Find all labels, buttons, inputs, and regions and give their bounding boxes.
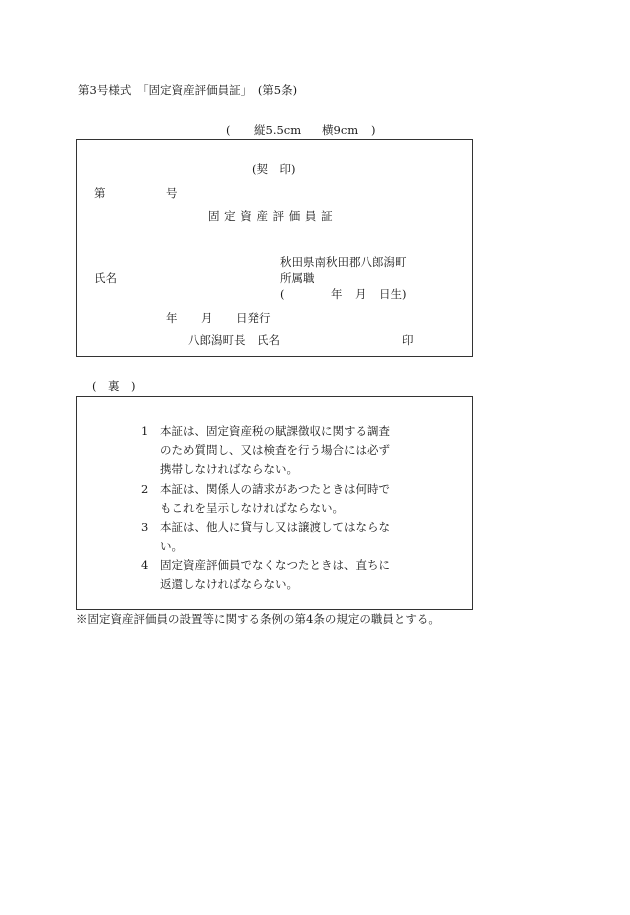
department: 所属職 [280,271,315,285]
item-number: 1 [141,424,149,438]
footnote: ※固定資産評価員の設置等に関する条例の第4条の規定の職員とする。 [76,612,440,626]
number-suffix: 号 [166,186,178,200]
issue-year: 年 [166,311,178,325]
birth-day: 日生) [379,287,407,301]
seal-label: (契 印) [252,162,296,176]
item-line: のため質問し、又は検査を行う場合には必ず [160,443,390,457]
item-line: 本証は、他人に貸与し又は譲渡してはならな [160,520,390,534]
item-line: 携帯しなければならない。 [160,462,298,476]
number-prefix: 第 [94,186,106,200]
item-number: 2 [141,482,149,496]
item-number: 4 [141,558,149,572]
birth-year: 年 [331,287,343,301]
item-line: 返還しなければならない。 [160,577,298,591]
size-note-open: ( [226,123,231,137]
address: 秋田県南秋田郡八郎潟町 [280,255,407,269]
item-line: 固定資産評価員でなくなつたときは、直ちに [160,558,390,572]
size-note-horizontal: 横9cm [322,123,359,137]
issue-day: 日発行 [236,311,271,325]
item-line: 本証は、関係人の請求があつたときは何時で [160,482,390,496]
size-note-close: ) [371,123,376,137]
birth-month: 月 [355,287,367,301]
form-title: 第3号様式 「固定資産評価員証」 (第5条) [78,83,298,97]
mayor-signature: 八郎潟町長 氏名 [188,333,280,347]
item-line: もこれを呈示しなければならない。 [160,501,344,515]
birth-open: ( [280,287,285,301]
name-label: 氏名 [94,271,117,285]
item-number: 3 [141,520,149,534]
back-label: ( 裏 ) [92,379,136,393]
item-line: い。 [160,539,183,553]
card-title: 固 定 資 産 評 価 員 証 [208,209,334,223]
size-note-vertical: 縦5.5cm [254,123,302,137]
issue-month: 月 [201,311,213,325]
stamp-mark: 印 [402,333,414,347]
item-line: 本証は、固定資産税の賦課徴収に関する調査 [160,424,390,438]
